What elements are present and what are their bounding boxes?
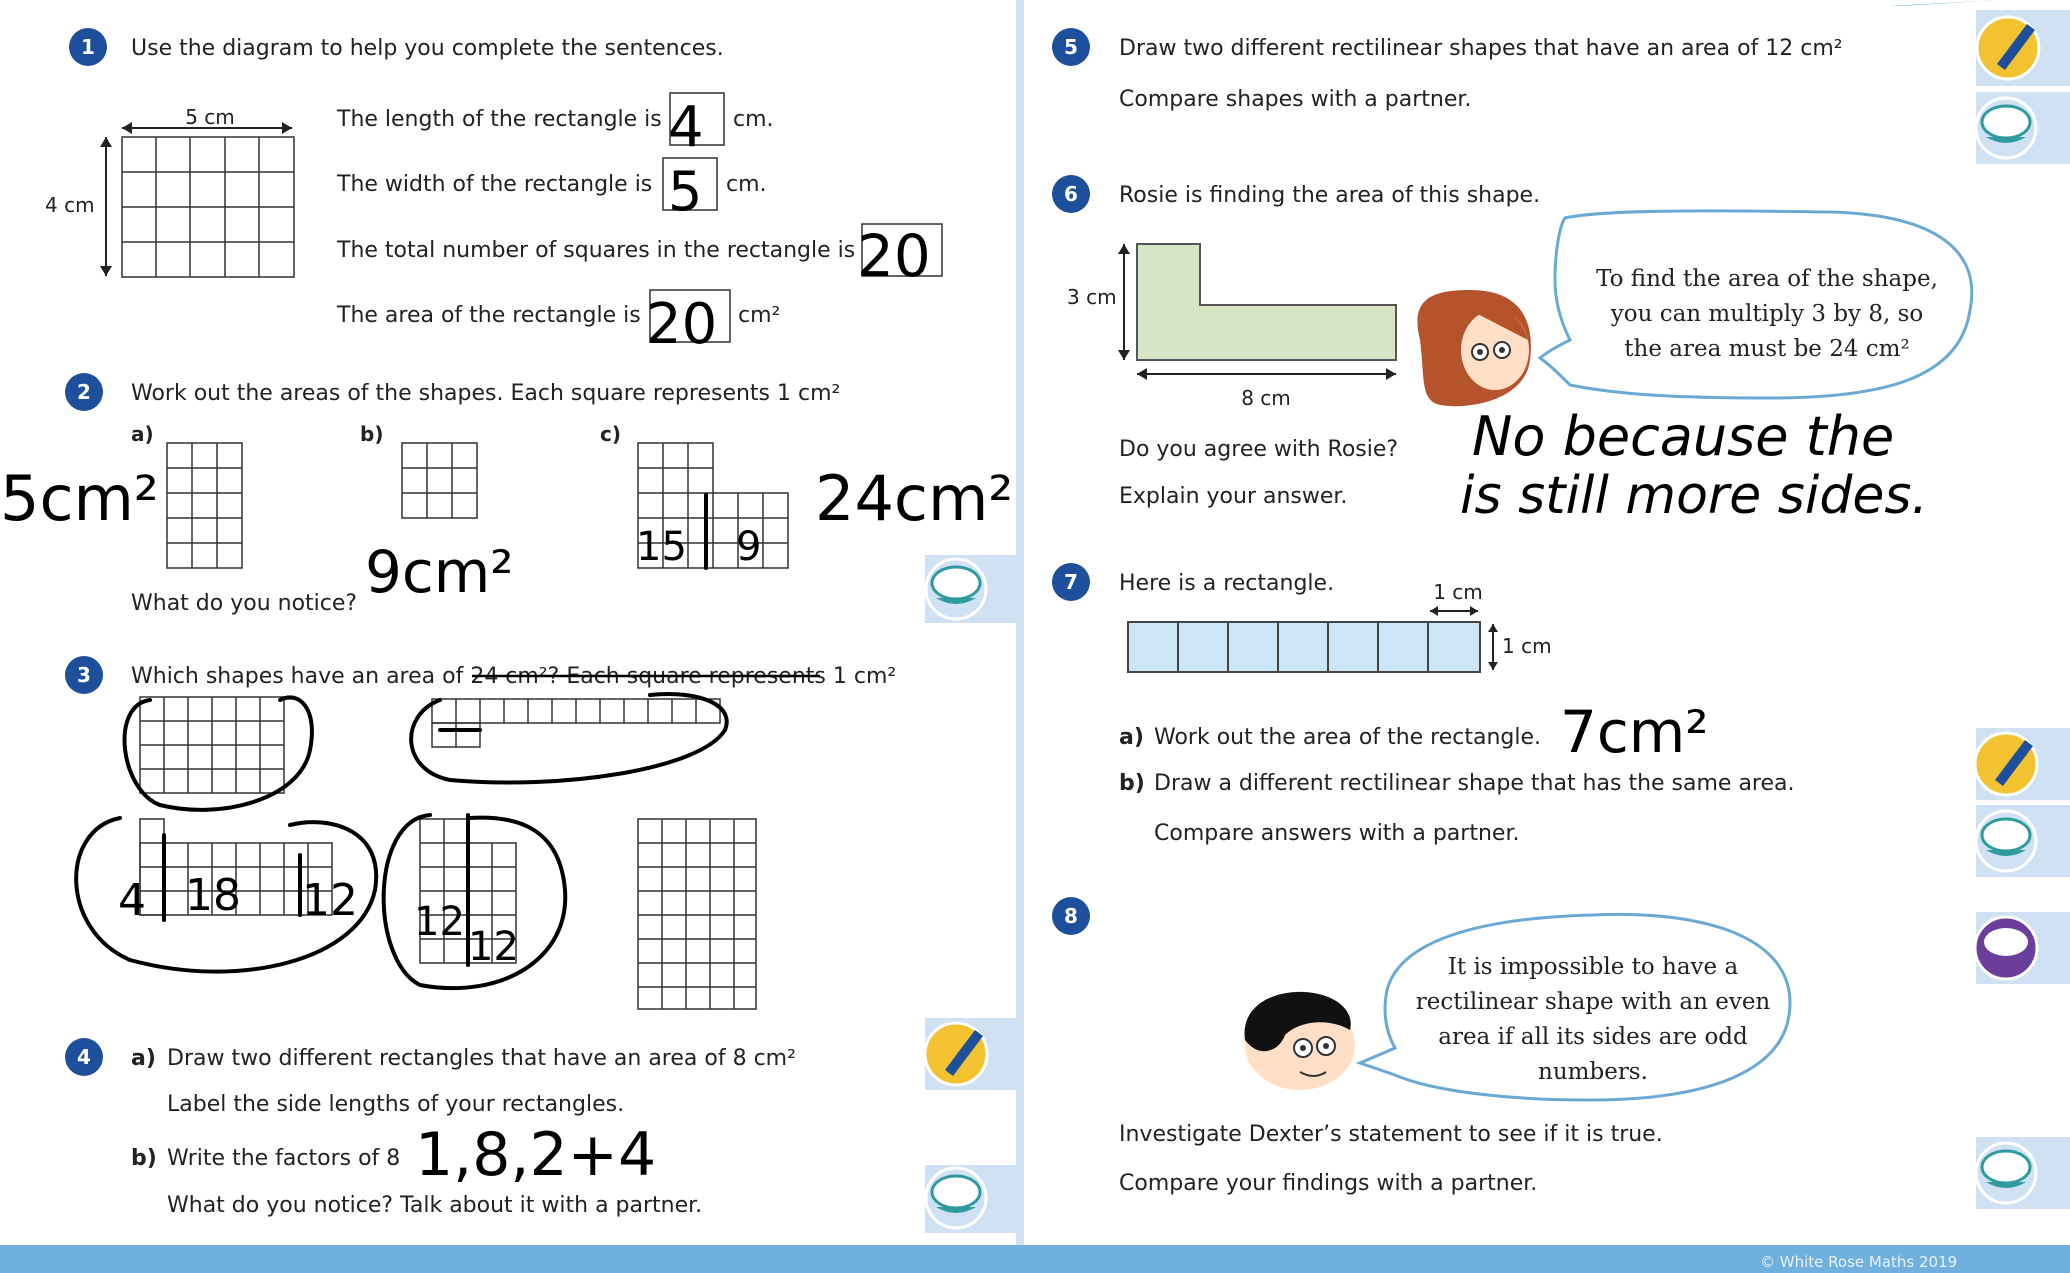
sentence-total-squares: The total number of squares in the rectangle is [337,238,856,263]
dexter-character [1245,992,1355,1090]
side-tab-pencil-3 [1975,728,2070,800]
hw-mark-12a: 12 [302,875,358,926]
sentence-area: The area of the rectangle is [337,303,641,328]
hw-mark-18: 18 [185,870,241,921]
rosie-speech-line-3: the area must be 24 cm² [1624,336,1910,362]
question-6 [1052,175,1972,526]
question-text: Which shapes have an area of 24 cm²? Each square represents 1 cm² [131,664,897,689]
part-b-text: Write the factors of 8 [167,1146,401,1171]
speech-bubble-icon [932,567,980,599]
rosie-speech-line-1: To find the area of the shape, [1596,266,1938,292]
question-number: 5 [1064,35,1078,59]
question-number: 1 [81,35,95,59]
hw-mark-12c: 12 [468,924,519,970]
label-a: a) [131,422,154,446]
question-2 [0,373,1013,616]
hw-area-answer: 20 [646,292,718,357]
rect-side-label: 1 cm [1502,634,1552,658]
part-a-text: Work out the area of the rectangle. [1154,725,1542,750]
speech-bubble-icon [1982,106,2030,138]
shape-b-grid [402,443,477,518]
question-number: 3 [77,663,91,687]
rosie-speech-bubble [1540,211,1972,398]
sentence-length: The length of the rectangle is [337,107,662,132]
side-tab-think [1975,912,2070,984]
shape-side-label: 3 cm [1067,285,1117,309]
part-b-label: b) [1119,771,1145,796]
rect-side-label: 4 cm [45,193,95,217]
q3-shape-5 [638,819,756,1009]
shape-a-grid [167,443,242,568]
hw-mark-12b: 12 [414,899,465,945]
question-7 [1052,563,1795,846]
part-a-text: Draw two different rectangles that have an area of 8 cm² [167,1046,796,1071]
question-text: Use the diagram to help you complete the sentences. [131,36,724,61]
question-number: 6 [1064,182,1078,206]
notice-prompt: What do you notice? [131,591,358,616]
unit-width: cm. [726,172,767,197]
part-a-sub: Label the side lengths of your rectangles. [167,1092,625,1117]
question-text: Here is a rectangle. [1119,571,1335,596]
agree-question: Do you agree with Rosie? [1119,437,1399,462]
dexter-speech-line-1: It is impossible to have a [1447,954,1739,980]
rect-top-label: 5 cm [185,105,235,129]
hw-c-part-1: 15 [636,524,687,570]
question-number: 8 [1064,904,1078,928]
speech-bubble-icon [932,1176,980,1208]
hw-answer-b: 9cm² [365,538,514,606]
right-margin [1976,0,2070,1245]
side-tab-talk-3 [1976,92,2070,164]
rosie-speech-line-2: you can multiply 3 by 8, so [1610,301,1924,327]
question-number: 2 [77,380,91,404]
part-a-label: a) [131,1046,156,1071]
question-sub: Compare shapes with a partner. [1119,87,1472,112]
side-tab-talk-2 [925,1165,1016,1233]
q3-shape-2 [432,699,720,747]
side-tab-talk-1 [925,555,1016,623]
hw-answer-line-2: is still more sides. [1460,466,1928,526]
shape-bottom-label: 8 cm [1241,386,1291,410]
label-c: c) [600,422,621,446]
dexter-speech-bubble [1360,914,1790,1100]
rectangle-grid [122,137,294,277]
question-number: 4 [77,1045,91,1069]
speech-bubble-icon [1982,1151,2030,1183]
question-text: Draw two different rectilinear shapes that have an area of 12 cm² [1119,36,1843,61]
part-b-text: Draw a different rectilinear shape that has the same area. [1154,771,1795,796]
side-tab-pencil-2 [1976,10,2070,86]
l-shape [1137,244,1396,360]
label-b: b) [360,422,384,446]
rect-top-label: 1 cm [1433,580,1483,604]
hw-c-part-2: 9 [736,524,762,570]
hw-squares-answer: 20 [857,222,931,290]
rosie-character [1417,290,1530,406]
side-tab-pencil-1 [925,1018,1016,1090]
unit-area: cm² [738,303,781,328]
hw-circle-2 [411,694,727,783]
hw-area-answer: 7cm² [1560,698,1709,766]
dexter-speech-line-3: area if all its sides are odd [1438,1024,1748,1050]
footer-copyright: © White Rose Maths 2019 [1760,1253,1958,1271]
hw-answer-a: 5cm² [0,462,159,535]
part-a-label: a) [1119,725,1144,750]
question-3 [65,656,896,1009]
hw-factors-answer: 1,8,2+4 [415,1120,657,1190]
side-tab-talk-4 [1976,805,2070,877]
q3-shape-1 [140,697,284,793]
part-b-sub: What do you notice? Talk about it with a partner. [167,1193,703,1218]
page-divider [1016,0,1024,1245]
hw-mark-4: 4 [118,875,146,926]
question-text: Investigate Dexter’s statement to see if it is true. [1119,1122,1663,1147]
question-4 [65,1038,796,1218]
dexter-speech-line-2: rectilinear shape with an even [1415,989,1771,1015]
part-b-sub: Compare answers with a partner. [1154,821,1520,846]
question-8 [1052,897,1790,1196]
hw-width-answer: 5 [668,160,703,223]
question-text: Work out the areas of the shapes. Each square represents 1 cm² [131,381,841,406]
speech-bubble-icon [1982,819,2030,851]
question-text: Rosie is finding the area of this shape. [1119,183,1541,208]
unit-length: cm. [733,107,774,132]
side-tab-talk-5 [1976,1137,2070,1209]
sentence-width: The width of the rectangle is [337,172,653,197]
hw-length-answer: 4 [668,95,704,160]
question-5 [1052,28,1843,112]
dexter-speech-line-4: numbers. [1538,1059,1648,1085]
hw-answer-c: 24cm² [815,462,1014,535]
explain-prompt: Explain your answer. [1119,484,1348,509]
part-b-label: b) [131,1146,157,1171]
question-sub: Compare your findings with a partner. [1119,1171,1538,1196]
question-1 [45,28,942,357]
q7-rectangle [1128,622,1480,672]
hw-answer-line-1: No because the [1472,405,1895,468]
question-number: 7 [1064,570,1078,594]
